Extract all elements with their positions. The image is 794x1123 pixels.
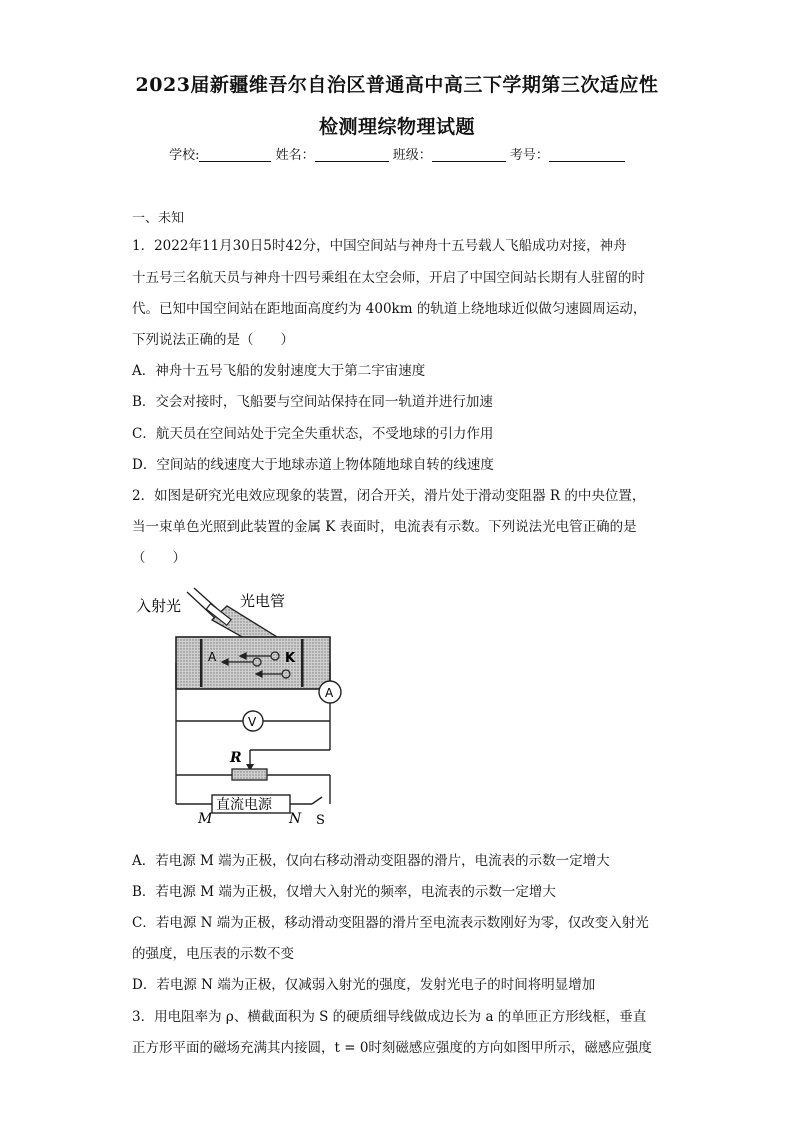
rheostat [232,769,267,780]
q1-stem-line3: 代。已知中国空间站在距地面高度约为 400km 的轨道上绕地球近似做匀速圆周运动， [132,301,647,317]
q3-stem-line1: 3．用电阻率为 ρ、横截面积为 S 的硬质细导线做成边长为 a 的单匝正方形线框，垂直 [132,1009,647,1025]
anode-label: A [208,650,217,664]
switch-label: S [316,813,325,828]
cathode-plate [301,639,304,687]
number-label: 考号： [509,148,549,163]
ammeter-label: A [325,686,334,700]
incident-light-label: 入射光 [136,597,182,615]
school-label: 学校: [169,148,200,163]
phototube-label: 光电管 [240,592,286,610]
q1-option-c: C．航天员在空间站处于完全失重状态，不受地球的引力作用 [132,426,494,442]
class-blank[interactable] [432,147,506,162]
q1-option-b: B．交会对接时，飞船要与空间站保持在同一轨道并进行加速 [132,394,493,410]
section-heading: 一、未知 [132,211,185,226]
q1-stem-line4: 下列说法正确的是（ ） [132,332,294,348]
q1-stem-line2: 十五号三名航天员与神舟十四号乘组在太空会师，开启了中国空间站长期有人驻留的时 [132,270,645,286]
q2-option-a: A．若电源 M 端为正极，仅向右移动滑动变阻器的滑片，电流表的示数一定增大 [132,853,610,869]
number-blank[interactable] [549,147,625,162]
exam-title-line2: 检测理综物理试题 [318,116,475,138]
q2-option-c-line1: C．若电源 N 端为正极，移动滑动变阻器的滑片至电流表示数刚好为零，仅改变入射光 [132,915,649,931]
anode-plate [200,639,203,687]
school-blank[interactable] [199,147,271,162]
q2-stem-line3: （ ） [132,550,186,566]
name-blank[interactable] [315,147,389,162]
student-info-row [0,144,794,163]
q1-option-a: A．神舟十五号飞船的发射速度大于第二宇宙速度 [132,363,426,379]
q3-stem-line2: 正方形平面的磁场充满其内接圆，t = 0时刻磁感应强度的方向如图甲所示，磁感应强度 [132,1040,652,1056]
name-label: 姓名： [275,148,315,163]
q1-stem-line1: 1．2022年11月30日5时42分，中国空间站与神舟十五号载人飞船成功对接，神舟 [132,238,627,254]
q2-option-c-line2: 的强度，电压表的示数不变 [132,946,294,962]
q2-stem-line2: 当一束单色光照到此装置的金属 K 表面时，电流表有示数。下列说法光电管正确的是 [132,519,637,535]
q2-stem-line1: 2．如图是研究光电效应现象的装置，闭合开关，滑片处于滑动变阻器 R 的中央位置， [132,488,646,504]
class-label: 班级： [392,148,432,163]
power-supply-label: 直流电源 [216,797,272,813]
cathode-label: K [285,651,296,666]
voltmeter-label: V [248,715,257,729]
terminal-m-label: M [198,811,213,827]
q1-option-d: D．空间站的线速度大于地球赤道上物体随地球自转的线速度 [132,457,494,473]
q2-option-d: D．若电源 N 端为正极，仅减弱入射光的强度，发射光电子的时间将明显增加 [132,977,596,993]
photoelectric-circuit-diagram [132,582,347,830]
rheostat-label: R [230,750,242,766]
terminal-n-label: N [289,811,302,827]
exam-title-line1: 2023届新疆维吾尔自治区普通高中高三下学期第三次适应性 [135,74,659,96]
q2-option-b: B．若电源 M 端为正极，仅增大入射光的频率，电流表的示数一定增大 [132,884,556,900]
